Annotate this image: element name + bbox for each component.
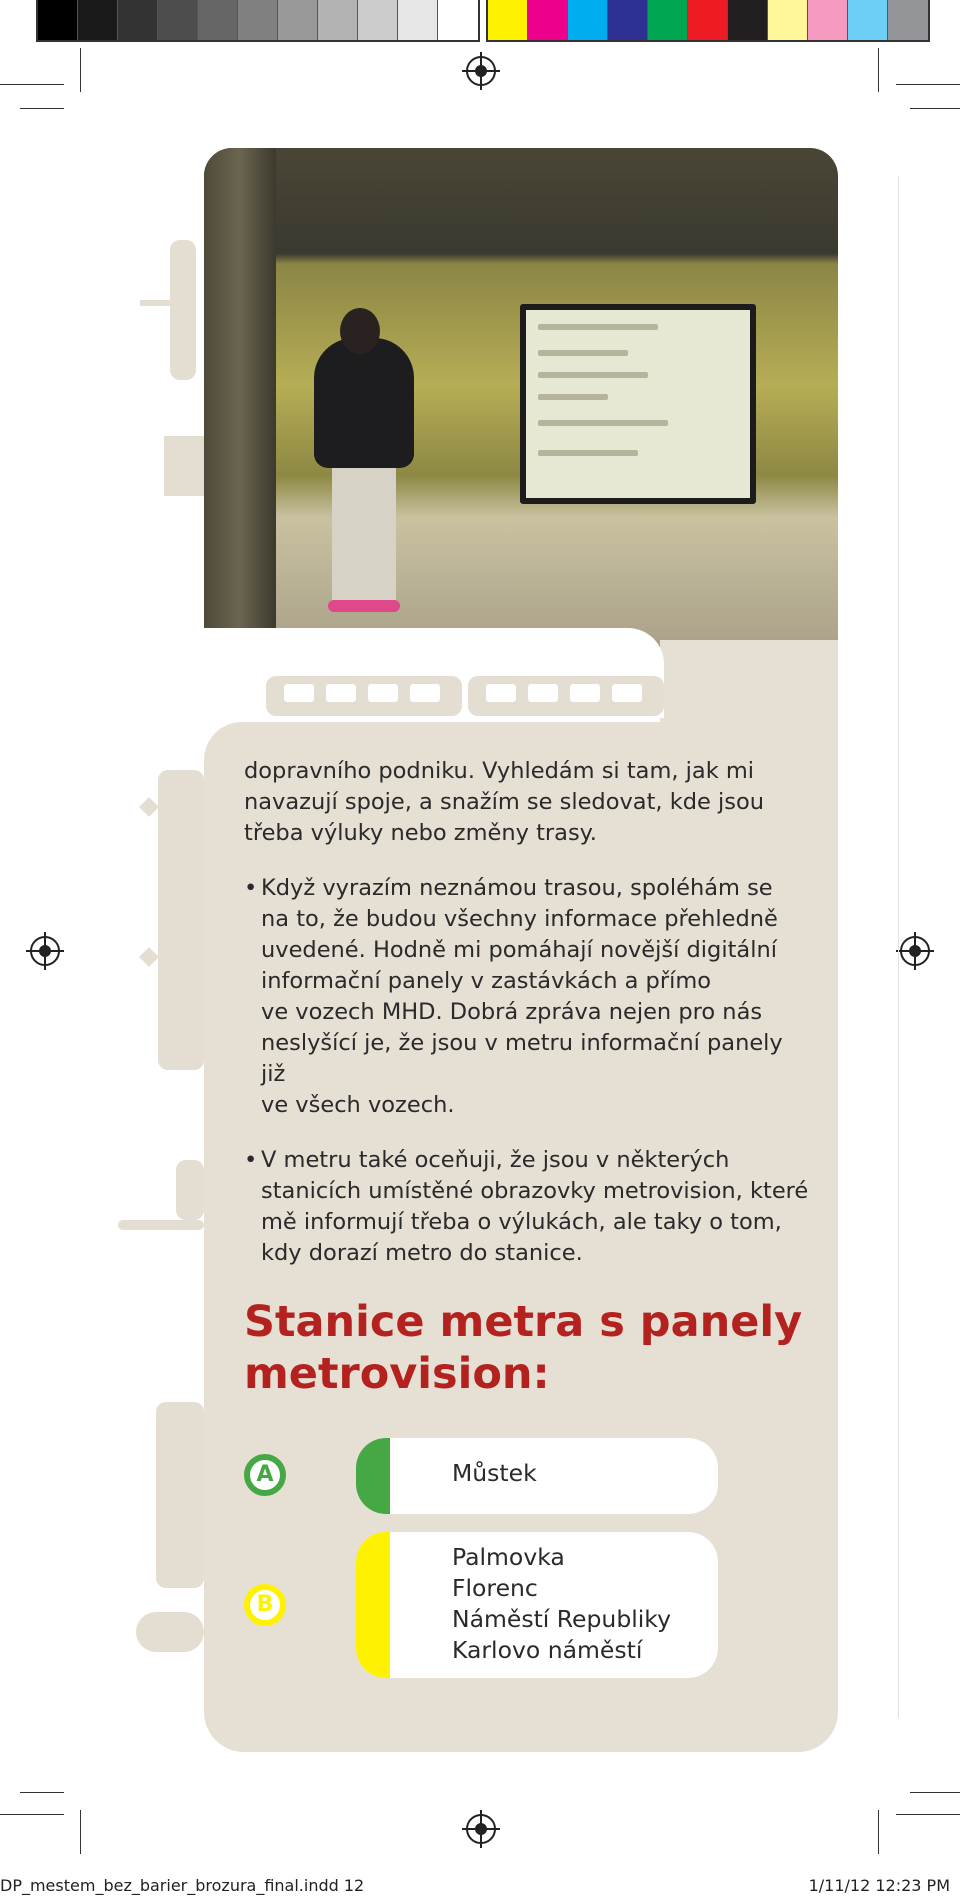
line-color-stripe bbox=[356, 1438, 390, 1514]
paragraph-line: ve všech vozech. bbox=[261, 1092, 455, 1118]
train-decoration-icon bbox=[468, 676, 664, 716]
metro-line-a-icon: A bbox=[244, 1454, 286, 1496]
photo-person bbox=[314, 338, 414, 468]
gray-swatch-3 bbox=[158, 0, 198, 40]
registration-mark-icon bbox=[466, 56, 496, 86]
heading-line-2: metrovision: bbox=[244, 1349, 550, 1399]
color-swatch-9 bbox=[848, 0, 888, 40]
station-name: Palmovka bbox=[452, 1543, 565, 1571]
crop-mark bbox=[896, 84, 960, 85]
paragraph-line: dopravního podniku. Vyhledám si tam, jak mi bbox=[244, 758, 755, 784]
paragraph bbox=[244, 873, 814, 1121]
gray-swatch-8 bbox=[358, 0, 398, 40]
metrovision-screen bbox=[520, 304, 756, 504]
body-text bbox=[244, 756, 814, 1293]
color-swatch-0 bbox=[488, 0, 528, 40]
paragraph-line: kdy dorazí metro do stanice. bbox=[261, 1240, 583, 1266]
crop-mark bbox=[20, 108, 64, 109]
color-swatch-8 bbox=[808, 0, 848, 40]
metro-station-photo bbox=[204, 148, 838, 676]
page-edge-line bbox=[898, 176, 899, 1718]
photo-pillar bbox=[204, 148, 276, 676]
cable-car-decoration-icon bbox=[176, 1160, 204, 1220]
gray-swatch-5 bbox=[238, 0, 278, 40]
crop-mark bbox=[910, 108, 960, 109]
tram-decoration-icon bbox=[140, 300, 170, 306]
crop-mark bbox=[878, 1810, 879, 1854]
color-swatch-7 bbox=[768, 0, 808, 40]
registration-mark-icon bbox=[466, 1814, 496, 1844]
station-name: Náměstí Republiky bbox=[452, 1605, 671, 1633]
train-decoration-icon bbox=[266, 676, 462, 716]
gray-swatch-2 bbox=[118, 0, 158, 40]
file-slug: DP_mestem_bez_barier_brozura_final.indd 12 bbox=[0, 1876, 365, 1895]
section-heading bbox=[244, 1296, 804, 1400]
gray-swatch-9 bbox=[398, 0, 438, 40]
gray-swatch-4 bbox=[198, 0, 238, 40]
crop-mark bbox=[0, 84, 64, 85]
crop-mark bbox=[80, 1810, 81, 1854]
crop-mark bbox=[878, 48, 879, 92]
crop-mark bbox=[80, 48, 81, 92]
paragraph-line: neslyšící je, že jsou v metru informační panely již bbox=[261, 1030, 783, 1087]
color-swatch-4 bbox=[648, 0, 688, 40]
bus-decoration-icon bbox=[156, 1402, 204, 1588]
gray-swatch-10 bbox=[438, 0, 478, 40]
photo-person-shoes bbox=[328, 600, 400, 612]
color-swatch-3 bbox=[608, 0, 648, 40]
gray-swatch-7 bbox=[318, 0, 358, 40]
paragraph-line: stanicích umístěné obrazovky metrovision, které bbox=[261, 1178, 809, 1204]
bus-decoration-icon bbox=[139, 797, 159, 817]
color-swatch-1 bbox=[528, 0, 568, 40]
metro-line-a-stations bbox=[356, 1438, 718, 1514]
paragraph bbox=[244, 1145, 814, 1269]
photo-person-head bbox=[340, 308, 380, 354]
paragraph-line: třeba výluky nebo změny trasy. bbox=[244, 820, 597, 846]
station-name: Můstek bbox=[452, 1459, 537, 1487]
paragraph-line: Když vyrazím neznámou trasou, spoléhám se bbox=[261, 875, 773, 901]
gray-swatch-0 bbox=[38, 0, 78, 40]
paragraph-line: V metru také oceňuji, že jsou v některých bbox=[261, 1147, 730, 1173]
line-color-stripe bbox=[356, 1532, 390, 1678]
paragraph-line: uvedené. Hodně mi pomáhají novější digitální bbox=[261, 937, 777, 963]
cloud-decoration-icon bbox=[136, 1612, 204, 1652]
registration-mark-icon bbox=[30, 936, 60, 966]
crop-mark bbox=[0, 1814, 64, 1815]
bus-decoration-icon bbox=[158, 770, 204, 1070]
gray-swatch-6 bbox=[278, 0, 318, 40]
station-name: Florenc bbox=[452, 1574, 538, 1602]
paragraph-line: mě informují třeba o výlukách, ale taky o tom, bbox=[261, 1209, 782, 1235]
crop-mark bbox=[20, 1792, 64, 1793]
paragraph-line: na to, že budou všechny informace přehledně bbox=[261, 906, 778, 932]
paragraph bbox=[244, 756, 814, 849]
color-swatch-10 bbox=[888, 0, 928, 40]
process-color-bar bbox=[486, 0, 930, 42]
metro-line-a-row bbox=[244, 1438, 718, 1514]
crop-mark bbox=[910, 1792, 960, 1793]
date-slug: 1/11/12 12:23 PM bbox=[808, 1876, 950, 1895]
registration-mark-icon bbox=[900, 936, 930, 966]
tram-decoration-icon bbox=[164, 436, 204, 496]
grayscale-color-bar bbox=[36, 0, 480, 42]
color-swatch-2 bbox=[568, 0, 608, 40]
gray-swatch-1 bbox=[78, 0, 118, 40]
paragraph-line: navazují spoje, a snažím se sledovat, kde jsou bbox=[244, 789, 765, 815]
paragraph-line: ve vozech MHD. Dobrá zpráva nejen pro nás bbox=[261, 999, 763, 1025]
metro-line-b-stations bbox=[356, 1532, 718, 1678]
station-name: Karlovo náměstí bbox=[452, 1636, 643, 1664]
bullet-icon: • bbox=[244, 875, 258, 901]
bus-decoration-icon bbox=[139, 947, 159, 967]
tram-decoration-icon bbox=[170, 240, 196, 380]
heading-line-1: Stanice metra s panely bbox=[244, 1297, 803, 1347]
cable-car-decoration-icon bbox=[118, 1220, 204, 1230]
metro-line-b-icon: B bbox=[244, 1584, 286, 1626]
bullet-icon: • bbox=[244, 1147, 258, 1173]
photo-person-legs bbox=[332, 458, 396, 608]
crop-mark bbox=[896, 1814, 960, 1815]
color-swatch-5 bbox=[688, 0, 728, 40]
color-swatch-6 bbox=[728, 0, 768, 40]
paragraph-line: informační panely v zastávkách a přímo bbox=[261, 968, 712, 994]
metro-line-b-row bbox=[244, 1532, 718, 1678]
